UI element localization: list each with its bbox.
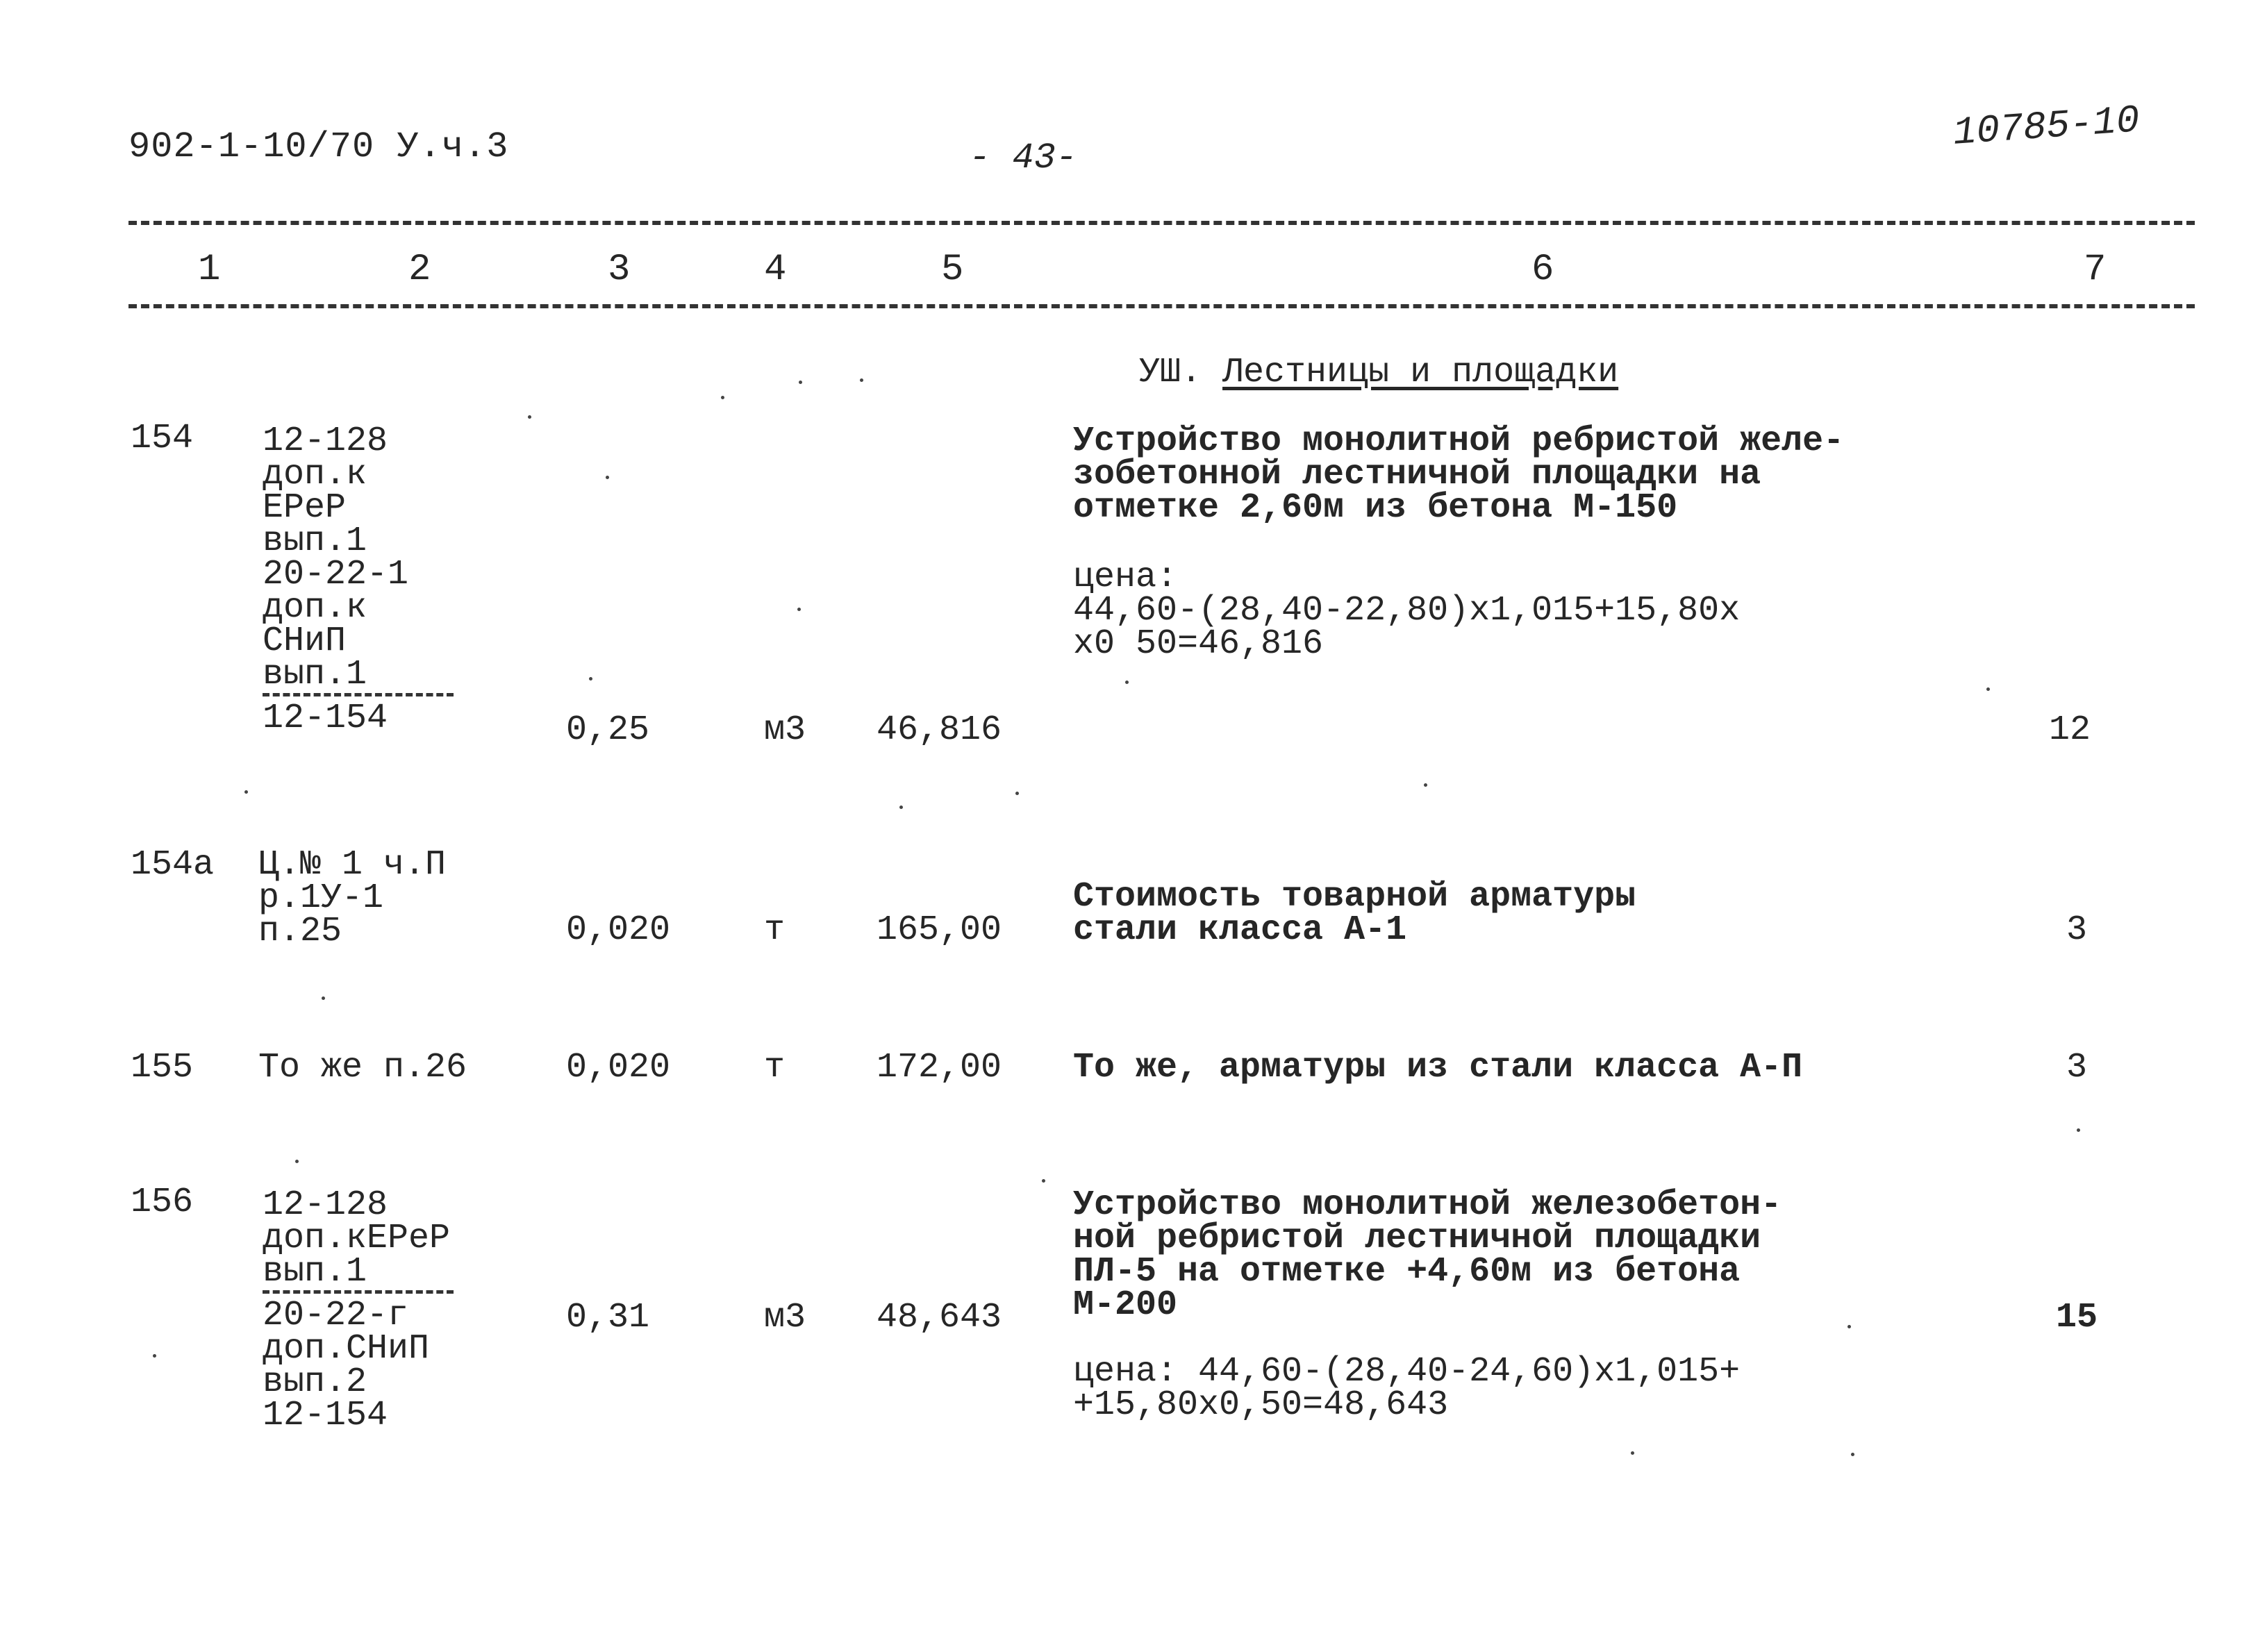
row-156-ref-line: доп.кЕРеР xyxy=(263,1219,451,1258)
column-header-1: 1 xyxy=(198,249,221,291)
row-156-description-line: М-200 xyxy=(1073,1285,1178,1325)
scan-speck xyxy=(899,806,903,809)
row-154-description-line: зобетонной лестничной площадки на xyxy=(1073,455,1761,494)
row-154-description xyxy=(1073,422,1845,528)
row-154a-ref-line: п.25 xyxy=(258,912,342,951)
row-154a-number: 154а xyxy=(131,845,215,885)
row-154-price: 46,816 xyxy=(877,710,1002,750)
row-154a-unit: т xyxy=(764,910,786,950)
row-156-description-line: ной ребристой лестничной площадки xyxy=(1073,1219,1761,1258)
scan-speck xyxy=(2077,1128,2080,1132)
section-title-text: Лестницы и площадки xyxy=(1222,353,1619,392)
row-154-col7: 12 xyxy=(2049,710,2091,750)
row-156-quantity: 0,31 xyxy=(566,1298,650,1337)
section-title-prefix: УШ. xyxy=(1139,353,1223,392)
row-154-ref-line: 20-22-1 xyxy=(263,555,409,594)
row-156-col7: 15 xyxy=(2056,1298,2098,1337)
row-154-ref-line: доп.к xyxy=(263,588,367,628)
document-code: 902-1-10/70 У.ч.3 xyxy=(128,126,509,167)
row-156-ref-line: 12-128 xyxy=(263,1185,388,1225)
row-154a-quantity: 0,020 xyxy=(566,910,671,950)
scan-speck xyxy=(860,378,863,382)
row-156-ref-line: вып.2 xyxy=(263,1362,367,1402)
row-154-price-calculation xyxy=(1073,558,1741,664)
row-156-unit: м3 xyxy=(764,1298,806,1337)
scan-speck xyxy=(1631,1451,1634,1455)
inventory-number: 10785-10 xyxy=(1952,98,2141,156)
row-156-description-line: ПЛ-5 на отметке +4,60м из бетона xyxy=(1073,1252,1741,1292)
row-155-ref: То же п.26 xyxy=(258,1048,467,1087)
row-154-unit: м3 xyxy=(764,710,806,750)
row-154-calc-line: 44,60-(28,40-22,80)x1,015+15,80x xyxy=(1073,591,1741,631)
row-156-ref-line: вып.1 xyxy=(263,1255,454,1294)
row-156-price-calculation xyxy=(1073,1352,1741,1425)
row-156-calc-line: цена: 44,60-(28,40-24,60)x1,015+ xyxy=(1073,1352,1741,1392)
row-156-number: 156 xyxy=(131,1183,194,1222)
header-bottom-rule xyxy=(128,304,2195,308)
row-155-price: 172,00 xyxy=(877,1048,1002,1087)
row-154-quantity: 0,25 xyxy=(566,710,650,750)
row-154-ref-line: СНиП xyxy=(263,621,347,661)
scan-speck xyxy=(1125,681,1129,684)
column-header-4: 4 xyxy=(764,249,787,291)
row-155-unit: т xyxy=(764,1048,786,1087)
row-154-calc-line: x0 50=46,816 xyxy=(1073,624,1324,664)
row-154-description-line: отметке 2,60м из бетона М-150 xyxy=(1073,488,1678,528)
row-154a-description xyxy=(1073,877,1636,950)
row-154-ref-line: доп.к xyxy=(263,455,367,494)
row-155-quantity: 0,020 xyxy=(566,1048,671,1087)
row-154-calc-line: цена: xyxy=(1073,558,1178,597)
scan-speck xyxy=(1986,687,1990,691)
scan-speck xyxy=(797,608,801,611)
column-header-7: 7 xyxy=(2084,249,2107,291)
scan-speck xyxy=(322,996,325,1000)
scan-speck xyxy=(589,677,592,681)
scan-speck xyxy=(1042,1179,1045,1183)
row-154-number: 154 xyxy=(131,419,194,458)
row-154-ref-line: 12-154 xyxy=(263,699,388,738)
scan-speck xyxy=(1015,792,1019,795)
row-154-ref-line: ЕРеР xyxy=(263,488,347,528)
row-154a-ref xyxy=(258,845,447,951)
row-156-description xyxy=(1073,1185,1782,1325)
column-header-2: 2 xyxy=(408,249,431,291)
row-156-ref xyxy=(263,1185,454,1435)
column-header-5: 5 xyxy=(941,249,964,291)
scan-speck xyxy=(1851,1453,1854,1456)
row-155-description: То же, арматуры из стали класса А-П xyxy=(1073,1048,1803,1087)
scan-speck xyxy=(295,1160,299,1163)
row-154-description-line: Устройство монолитной ребристой желе- xyxy=(1073,422,1845,461)
row-154-ref-line: вып.1 xyxy=(263,522,367,561)
header-top-rule xyxy=(128,221,2195,225)
row-156-price: 48,643 xyxy=(877,1298,1002,1337)
row-156-ref-line: 12-154 xyxy=(263,1396,388,1435)
scan-speck xyxy=(244,790,248,794)
row-154-ref-line: вып.1 xyxy=(263,658,454,696)
row-156-ref-line: доп.СНиП xyxy=(263,1329,430,1369)
scan-speck xyxy=(528,415,531,419)
row-155-col7: 3 xyxy=(2066,1048,2088,1087)
row-154a-description-line: Стоимость товарной арматуры xyxy=(1073,877,1636,917)
row-155-number: 155 xyxy=(131,1048,194,1087)
scan-speck xyxy=(799,381,802,384)
row-154a-ref-line: р.1У-1 xyxy=(258,878,384,918)
section-title xyxy=(1139,353,1618,392)
row-156-calc-line: +15,80x0,50=48,643 xyxy=(1073,1385,1449,1425)
column-header-6: 6 xyxy=(1531,249,1554,291)
row-154a-price: 165,00 xyxy=(877,910,1002,950)
scan-speck xyxy=(721,396,724,399)
scan-speck xyxy=(606,476,609,479)
row-154a-col7: 3 xyxy=(2066,910,2088,950)
row-154-ref-line: 12-128 xyxy=(263,422,388,461)
page-number: - 43- xyxy=(969,137,1078,178)
row-154-ref xyxy=(263,422,454,738)
row-154a-description-line: стали класса А-1 xyxy=(1073,910,1407,950)
row-154a-ref-line: Ц.№ 1 ч.П xyxy=(258,845,447,885)
scan-speck xyxy=(1424,783,1427,787)
row-156-description-line: Устройство монолитной железобетон- xyxy=(1073,1185,1782,1225)
column-header-3: 3 xyxy=(608,249,631,291)
scan-speck xyxy=(1847,1325,1851,1328)
scan-speck xyxy=(153,1354,156,1358)
row-156-ref-line: 20-22-г xyxy=(263,1296,409,1335)
